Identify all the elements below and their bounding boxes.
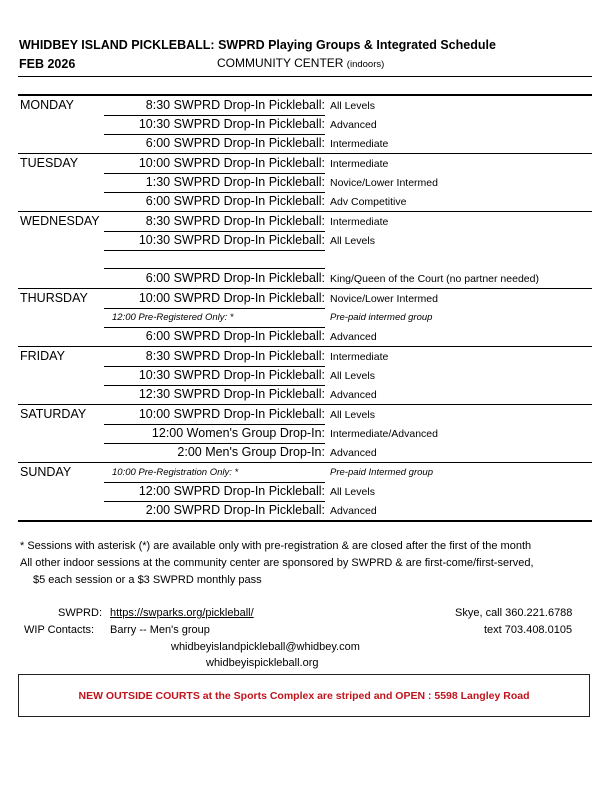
session-time: 8:30 SWPRD Drop-In Pickleball: xyxy=(145,214,325,228)
day-tuesday: TUESDAY xyxy=(20,156,79,170)
session-level: Novice/Lower Intermed xyxy=(330,177,438,189)
session-level: Advanced xyxy=(330,119,377,131)
day-wednesday: WEDNESDAY xyxy=(20,214,100,228)
session-time: 10:00 Pre-Registration Only: * xyxy=(112,467,239,478)
session-time: 8:30 SWPRD Drop-In Pickleball: xyxy=(145,349,325,363)
session-level: Intermediate xyxy=(330,216,389,228)
session-time: 6:00 SWPRD Drop-In Pickleball: xyxy=(145,271,325,285)
sponsorship-note: All other indoor sessions at the community center are sponsored by SWPRD & are first-come/first-served, xyxy=(20,557,534,569)
day-divider xyxy=(18,404,592,405)
schedule-month: FEB 2026 xyxy=(19,57,76,71)
swprd-link[interactable]: https://swparks.org/pickleball/ xyxy=(110,607,254,619)
day-friday: FRIDAY xyxy=(20,349,65,363)
session-time: 2:00 Men's Group Drop-In: xyxy=(177,445,325,459)
session-time: 12:00 Women's Group Drop-In: xyxy=(151,426,325,440)
session-level: All Levels xyxy=(330,235,375,247)
session-time: 10:30 SWPRD Drop-In Pickleball: xyxy=(138,117,325,131)
pricing-note: $5 each session or a $3 SWPRD monthly pass xyxy=(33,574,262,586)
row-divider xyxy=(104,366,325,367)
day-divider xyxy=(18,211,592,212)
session-time: 10:00 SWPRD Drop-In Pickleball: xyxy=(138,291,325,305)
outside-courts-banner xyxy=(18,674,590,717)
row-divider xyxy=(104,424,325,425)
row-divider xyxy=(104,173,325,174)
day-thursday: THURSDAY xyxy=(20,291,88,305)
session-time: 6:00 SWPRD Drop-In Pickleball: xyxy=(145,136,325,150)
skye-contact: Skye, call 360.221.6788 xyxy=(455,607,573,619)
banner-text: NEW OUTSIDE COURTS at the Sports Complex are striped and OPEN : 5598 Langley Road xyxy=(78,690,530,702)
session-level: Pre-paid intermed group xyxy=(330,312,433,323)
session-time: 12:30 SWPRD Drop-In Pickleball: xyxy=(138,387,325,401)
row-divider xyxy=(104,443,325,444)
session-level: Pre-paid Intermed group xyxy=(330,467,433,478)
session-level: Intermediate xyxy=(330,158,389,170)
session-time: 2:00 SWPRD Drop-In Pickleball: xyxy=(145,503,325,517)
row-divider xyxy=(104,268,325,269)
session-level: Intermediate/Advanced xyxy=(330,428,438,440)
day-divider xyxy=(18,288,592,289)
row-divider xyxy=(104,231,325,232)
session-time: 10:00 SWPRD Drop-In Pickleball: xyxy=(138,407,325,421)
session-level: All Levels xyxy=(330,409,375,421)
session-level: Novice/Lower Intermed xyxy=(330,293,438,305)
asterisk-note: * Sessions with asterisk (*) are available only with pre-registration & are closed after the first of the month xyxy=(20,540,532,552)
day-saturday: SATURDAY xyxy=(20,407,87,421)
day-divider xyxy=(18,462,592,463)
barry-contact: Barry -- Men's group xyxy=(110,624,210,636)
session-level: Advanced xyxy=(330,331,377,343)
row-divider xyxy=(104,308,325,309)
session-time: 10:00 SWPRD Drop-In Pickleball: xyxy=(138,156,325,170)
row-divider xyxy=(104,327,325,328)
session-level: Advanced xyxy=(330,389,377,401)
row-divider xyxy=(104,501,325,502)
contact-email[interactable]: whidbeyislandpickleball@whidbey.com xyxy=(171,641,360,653)
session-level: All Levels xyxy=(330,100,375,112)
row-divider xyxy=(104,385,325,386)
session-time: 10:30 SWPRD Drop-In Pickleball: xyxy=(138,368,325,382)
session-time: 12:00 SWPRD Drop-In Pickleball: xyxy=(138,484,325,498)
session-time: 1:30 SWPRD Drop-In Pickleball: xyxy=(145,175,325,189)
session-level: Adv Competitive xyxy=(330,196,407,208)
row-divider xyxy=(104,250,325,251)
day-sunday: SUNDAY xyxy=(20,465,72,479)
location-name: COMMUNITY CENTER xyxy=(217,56,344,70)
header-rule xyxy=(18,76,592,77)
location-note: (indoors) xyxy=(346,59,385,70)
schedule-top-rule xyxy=(18,94,592,96)
session-level: Advanced xyxy=(330,505,377,517)
session-level: Intermediate xyxy=(330,351,389,363)
session-time: 8:30 SWPRD Drop-In Pickleball: xyxy=(145,98,325,112)
session-time: 6:00 SWPRD Drop-In Pickleball: xyxy=(145,194,325,208)
wip-contacts-label: WIP Contacts: xyxy=(24,624,95,636)
row-divider xyxy=(104,115,325,116)
text-contact: text 703.408.0105 xyxy=(484,624,573,636)
session-time: 12:00 Pre-Registered Only: * xyxy=(112,312,234,323)
contact-website[interactable]: whidbeyispickleball.org xyxy=(206,657,319,669)
document-title: WHIDBEY ISLAND PICKLEBALL: SWPRD Playing Groups & Integrated Schedule xyxy=(19,38,496,52)
schedule-bottom-rule xyxy=(18,520,592,522)
session-time: 10:30 SWPRD Drop-In Pickleball: xyxy=(138,233,325,247)
session-level: Intermediate xyxy=(330,138,389,150)
swprd-label: SWPRD: xyxy=(58,607,102,619)
row-divider xyxy=(104,192,325,193)
session-time: 6:00 SWPRD Drop-In Pickleball: xyxy=(145,329,325,343)
session-level: All Levels xyxy=(330,370,375,382)
session-level: Advanced xyxy=(330,447,377,459)
day-divider xyxy=(18,153,592,154)
day-monday: MONDAY xyxy=(20,98,74,112)
session-level: All Levels xyxy=(330,486,375,498)
row-divider xyxy=(104,134,325,135)
row-divider xyxy=(104,482,325,483)
location-heading xyxy=(217,56,384,70)
session-level: King/Queen of the Court (no partner needed) xyxy=(330,273,539,285)
day-divider xyxy=(18,346,592,347)
